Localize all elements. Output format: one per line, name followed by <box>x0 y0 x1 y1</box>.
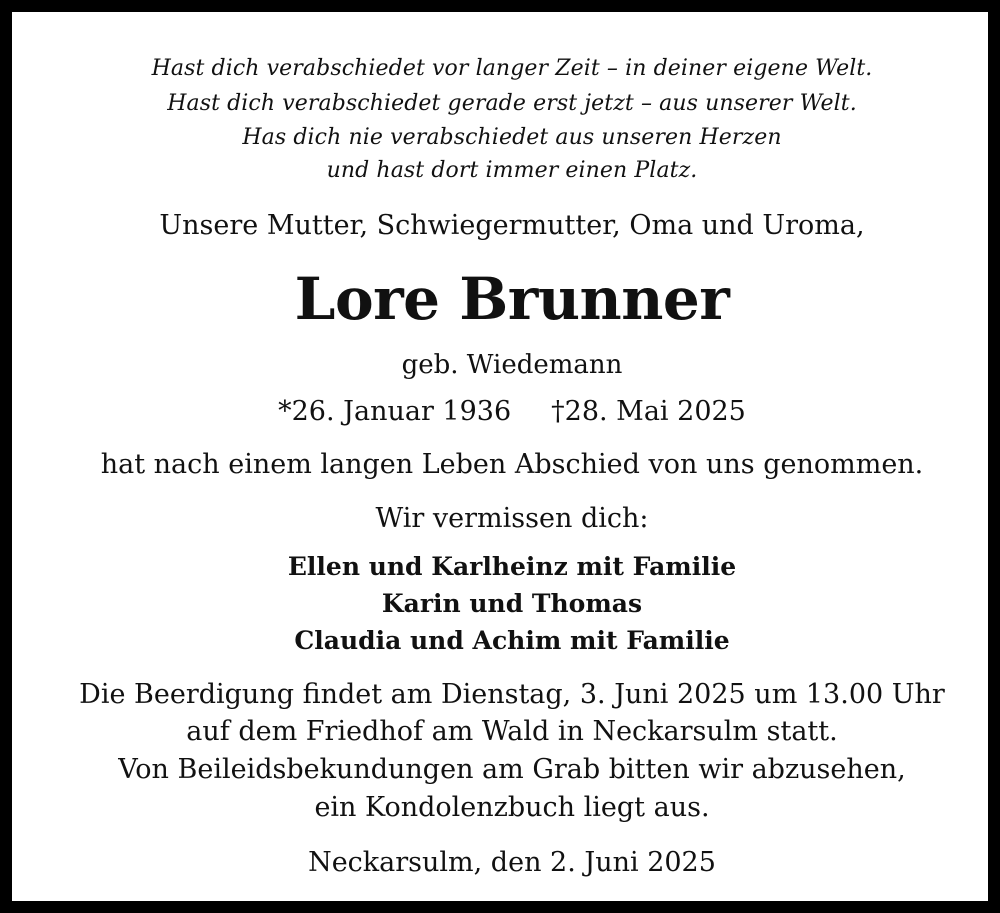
mourner-name: Ellen und Karlheinz mit Familie <box>287 552 737 581</box>
deceased-name: Lore Brunner <box>294 265 730 333</box>
poem-line: Has dich nie verabschiedet aus unseren Herzen <box>242 125 782 150</box>
place-date: Neckarsulm, den 2. Juni 2025 <box>308 847 716 878</box>
funeral-info: ein Kondolenzbuch liegt aus. <box>314 792 710 823</box>
intro-text: Unsere Mutter, Schwiegermutter, Oma und Uroma, <box>159 210 865 241</box>
maiden-name: geb. Wiedemann <box>401 350 623 380</box>
poem-line: Hast dich verabschiedet gerade erst jetzt – aus unserer Welt. <box>167 91 857 116</box>
poem-line: Hast dich verabschiedet vor langer Zeit – in deiner eigene Welt. <box>151 56 873 81</box>
birth-date: *26. Januar 1936 <box>278 396 512 427</box>
mourner-name: Karin und Thomas <box>381 589 643 618</box>
life-dates <box>24 394 1000 430</box>
miss-line: Wir vermissen dich: <box>375 503 649 534</box>
poem-line: und hast dort immer einen Platz. <box>326 158 698 183</box>
death-date: †28. Mai 2025 <box>551 396 746 427</box>
farewell-message: hat nach einem langen Leben Abschied von uns genommen. <box>100 449 924 480</box>
funeral-info: Von Beileidsbekundungen am Grab bitten wir abzusehen, <box>118 754 906 785</box>
mourner-name: Claudia und Achim mit Familie <box>294 626 730 655</box>
funeral-info: auf dem Friedhof am Wald in Neckarsulm statt. <box>186 716 838 747</box>
funeral-info: Die Beerdigung findet am Dienstag, 3. Juni 2025 um 13.00 Uhr <box>79 679 945 710</box>
